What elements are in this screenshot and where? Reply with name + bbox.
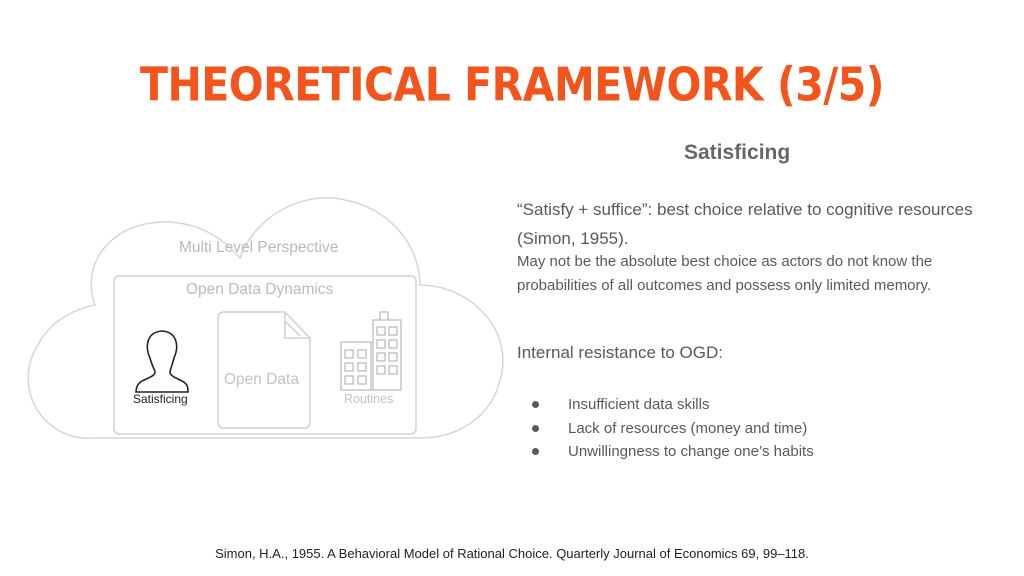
person-silhouette-icon <box>136 331 188 392</box>
framework-diagram <box>0 170 520 470</box>
person-label: Satisficing <box>133 392 188 406</box>
list-item-text: Insufficient data skills <box>568 396 710 413</box>
bullet-icon <box>532 425 539 432</box>
list-item-text: Unwillingness to change one’s habits <box>568 443 814 460</box>
list-item <box>528 440 814 464</box>
cloud-diagram-graphic <box>0 170 520 470</box>
list-item <box>528 417 814 441</box>
bullet-icon <box>532 401 539 408</box>
document-icon <box>218 312 310 428</box>
citation: Simon, H.A., 1955. A Behavioral Model of Rational Choice. Quarterly Journal of Economics 69, 99–118. <box>215 546 809 561</box>
document-label: Open Data <box>224 371 299 388</box>
cloud-shape <box>28 198 503 438</box>
inner-label: Open Data Dynamics <box>186 281 334 298</box>
resistance-list <box>528 393 814 464</box>
bullet-icon <box>532 448 539 455</box>
resistance-heading: Internal resistance to OGD: <box>517 343 723 362</box>
outer-label: Multi Level Perspective <box>179 239 339 256</box>
list-item <box>528 393 814 417</box>
definition-text: “Satisfy + suffice”: best choice relative to cognitive resources (Simon, 1955). <box>517 200 973 248</box>
buildings-icon <box>341 312 401 390</box>
list-item-text: Lack of resources (money and time) <box>568 419 808 437</box>
slide-title: THEORETICAL FRAMEWORK (3/5) <box>140 58 884 112</box>
section-heading: Satisficing <box>684 141 791 164</box>
buildings-label: Routines <box>344 392 394 406</box>
explanation-text: May not be the absolute best choice as actors do not know the probabilities of all outcomes and possess only limited memory. <box>517 253 933 294</box>
